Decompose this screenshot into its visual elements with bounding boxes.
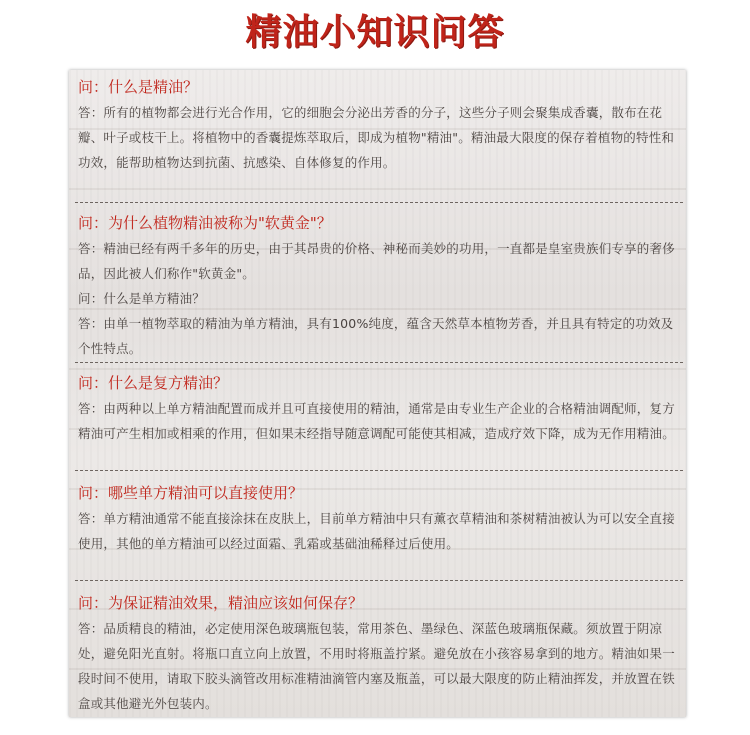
answer-4: 答：单方精油通常不能直接涂抹在皮肤上，目前单方精油中只有薰衣草精油和茶树精油被认为可以安全直接使用，其他的单方精油可以经过面霜、乳霜或基础油稀释过后使用。 bbox=[78, 511, 675, 551]
answer-2b: 答：由单一植物萃取的精油为单方精油，具有100%纯度，蕴含天然草本植物芳香，并且具有特定的功效及个性特点。 bbox=[78, 316, 674, 356]
question-4: 问：哪些单方精油可以直接使用？ bbox=[78, 484, 304, 502]
qa-section-3 bbox=[78, 370, 682, 446]
qa-section-4 bbox=[78, 480, 682, 556]
answer-3: 答：由两种以上单方精油配置而成并且可直接使用的精油，通常是由专业生产企业的合格精油调配师，复方精油可产生相加或相乘的作用，但如果未经指导随意调配可能使其相减，造成疗效下降，成为无作用精油。 bbox=[78, 401, 675, 441]
qa-section-2 bbox=[78, 210, 682, 361]
qa-section-5 bbox=[78, 590, 682, 716]
dashed-divider bbox=[75, 202, 683, 203]
dashed-divider bbox=[75, 580, 683, 581]
dashed-divider bbox=[75, 470, 683, 471]
dashed-divider bbox=[75, 362, 683, 363]
answer-2: 答：精油已经有两千多年的历史，由于其昂贵的价格、神秘而美妙的功用，一直都是皇室贵族们专享的奢侈品，因此被人们称作"软黄金"。 bbox=[78, 241, 675, 281]
qa-board bbox=[69, 70, 686, 717]
question-5: 问：为保证精油效果，精油应该如何保存？ bbox=[78, 594, 364, 612]
qa-section-1 bbox=[78, 74, 682, 175]
question-3: 问：什么是复方精油？ bbox=[78, 374, 229, 392]
question-2: 问：为什么植物精油被称为"软黄金"？ bbox=[78, 214, 332, 232]
question-2b: 问：什么是单方精油？ bbox=[78, 291, 206, 306]
question-1: 问：什么是精油？ bbox=[78, 78, 199, 96]
answer-1: 答：所有的植物都会进行光合作用，它的细胞会分泌出芳香的分子，这些分子则会聚集成香囊，散布在花瓣、叶子或枝干上。将植物中的香囊提炼萃取后，即成为植物"精油"。精油最大限度的保存着植物的特性和功效，能帮助植物达到抗菌、抗感染、自体修复的作用。 bbox=[78, 105, 675, 170]
page-title: 精油小知识问答 bbox=[245, 11, 505, 53]
answer-5: 答：品质精良的精油，必定使用深色玻璃瓶包装，常用茶色、墨绿色、深蓝色玻璃瓶保藏。须放置于阴凉处，避免阳光直射。将瓶口直立向上放置，不用时将瓶盖拧紧。避免放在小孩容易拿到的地方。精油如果一段时间不使用，请取下胶头滴管改用标准精油滴管内塞及瓶盖，可以最大限度的防止精油挥发，并放置在铁盒或其他避光外包装内。 bbox=[78, 621, 675, 711]
